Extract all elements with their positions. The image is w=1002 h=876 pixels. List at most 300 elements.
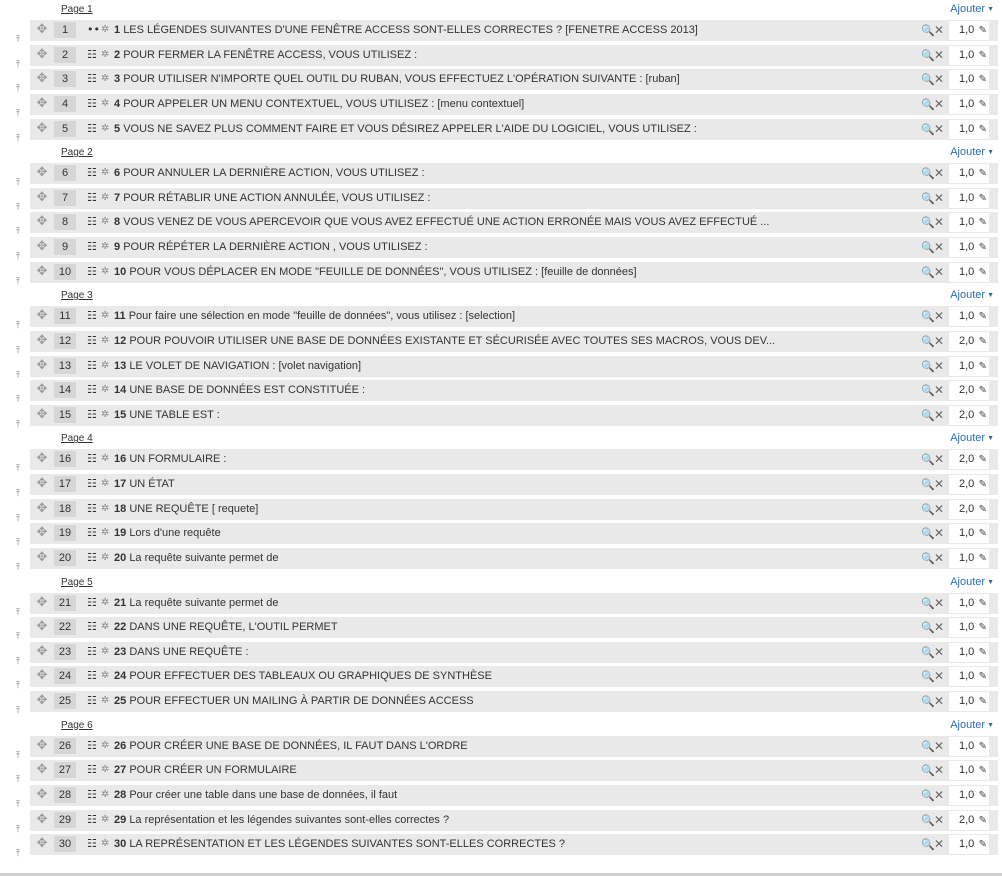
reflow-icon[interactable]: ⤒: [16, 227, 20, 237]
reflow-icon[interactable]: ⤒: [16, 608, 20, 618]
question-text: UNE REQUÊTE: [129, 502, 209, 515]
preview-icon[interactable]: 🔍: [921, 596, 935, 610]
preview-icon[interactable]: 🔍: [921, 122, 935, 136]
max-mark[interactable]: [949, 500, 989, 519]
preview-icon[interactable]: 🔍: [921, 241, 935, 254]
edit-icon[interactable]: ✎: [978, 409, 987, 421]
max-mark[interactable]: [949, 786, 989, 805]
question-name[interactable]: [114, 474, 914, 495]
move-icon[interactable]: ✥: [36, 549, 48, 565]
gear-icon: ✲: [101, 478, 110, 489]
max-mark[interactable]: [949, 549, 989, 568]
question-name[interactable]: [114, 499, 914, 520]
multichoice-icon: ☷: [87, 383, 97, 397]
max-mark[interactable]: [949, 120, 989, 139]
move-icon[interactable]: ✥: [36, 476, 48, 491]
max-mark-value: 1,0: [959, 788, 975, 801]
move-icon[interactable]: ✥: [36, 332, 48, 348]
multichoice-icon: ☷: [87, 763, 97, 777]
edit-icon[interactable]: ✎: [978, 765, 987, 777]
move-icon[interactable]: ✥: [36, 737, 48, 753]
question-row: [30, 331, 998, 352]
preview-icon[interactable]: 🔍: [921, 408, 935, 422]
max-mark-value: 2,0: [959, 813, 975, 826]
max-mark-value: 1,0: [959, 122, 975, 135]
reflow-icon[interactable]: ⤒: [16, 395, 20, 405]
gear-icon: ✲: [101, 48, 110, 60]
move-icon[interactable]: ✥: [36, 406, 48, 422]
question-row: [30, 237, 998, 258]
reflow-icon[interactable]: ⤒: [16, 464, 20, 474]
preview-icon[interactable]: 🔍: [921, 813, 935, 827]
delete-icon[interactable]: ✕: [934, 215, 945, 230]
question-name[interactable]: [114, 523, 914, 544]
preview-icon[interactable]: 🔍: [921, 453, 935, 467]
preview-icon[interactable]: 🔍: [921, 97, 935, 111]
caret-down-icon: ▼: [987, 292, 994, 300]
max-mark[interactable]: [949, 406, 989, 425]
max-mark-value: 1,0: [959, 216, 975, 229]
question-text: POUR VOUS DÉPLACER EN MODE "FEUILLE DE DONNÉES", VOUS UTILISEZ :: [129, 265, 539, 278]
edit-icon[interactable]: ✎: [978, 528, 987, 540]
question-name[interactable]: [114, 356, 914, 377]
question-number: 12: [114, 334, 127, 347]
reflow-icon[interactable]: ⤒: [16, 35, 20, 45]
edit-icon[interactable]: ✎: [978, 98, 987, 110]
preview-icon[interactable]: 🔍: [921, 73, 935, 87]
question-tag: [ruban]: [645, 73, 680, 86]
multichoice-icon: ☷: [87, 694, 97, 707]
max-mark[interactable]: [949, 189, 989, 208]
move-icon[interactable]: ✥: [36, 46, 48, 62]
reflow-icon[interactable]: ⤒: [16, 60, 20, 70]
delete-icon[interactable]: ✕: [934, 669, 945, 684]
slot-number: 23: [54, 644, 76, 660]
delete-icon[interactable]: ✕: [934, 96, 945, 111]
reflow-icon[interactable]: ⤒: [16, 371, 20, 381]
question-name[interactable]: [114, 810, 914, 831]
preview-icon[interactable]: 🔍: [921, 359, 935, 373]
question-name[interactable]: [114, 548, 914, 569]
page-link[interactable]: Page 6: [61, 719, 93, 731]
move-icon[interactable]: ✥: [36, 239, 48, 254]
edit-icon[interactable]: ✎: [978, 74, 987, 86]
max-mark[interactable]: [949, 381, 989, 400]
delete-icon[interactable]: ✕: [934, 264, 945, 279]
max-mark[interactable]: [949, 450, 989, 469]
move-icon[interactable]: ✥: [36, 308, 48, 324]
max-mark[interactable]: [949, 524, 989, 543]
edit-icon[interactable]: ✎: [978, 552, 987, 564]
move-icon[interactable]: ✥: [36, 22, 48, 37]
slot-number: 15: [54, 407, 76, 423]
preview-icon[interactable]: 🔍: [921, 216, 935, 230]
reflow-icon[interactable]: ⤒: [16, 420, 20, 430]
gear-icon: ✲: [101, 359, 110, 371]
delete-icon[interactable]: ✕: [934, 694, 945, 708]
max-mark[interactable]: [949, 618, 989, 637]
question-name[interactable]: [114, 405, 914, 426]
add-menu[interactable]: [950, 146, 994, 158]
question-row: [30, 499, 998, 520]
add-label: Ajouter: [950, 718, 986, 731]
question-number: 10: [114, 265, 127, 278]
question-text: POUR POUVOIR UTILISER UNE BASE DE DONNÉES EXISTANTE ET SÉCURISÉE AVEC TOUTES SES MACROS, VOUS DEV...: [129, 334, 776, 347]
question-name[interactable]: [114, 212, 914, 233]
reflow-icon[interactable]: ⤒: [16, 346, 20, 356]
question-row: [30, 785, 998, 806]
edit-icon[interactable]: ✎: [978, 335, 987, 347]
reflow-icon[interactable]: ⤒: [16, 134, 20, 144]
reflow-icon[interactable]: ⤒: [16, 632, 20, 642]
delete-icon[interactable]: ✕: [934, 72, 945, 87]
question-name[interactable]: [114, 834, 914, 855]
delete-icon[interactable]: ✕: [934, 23, 945, 37]
question-text: LA REPRÉSENTATION ET LES LÉGENDES SUIVANTES SONT-ELLES CORRECTES ?: [129, 838, 565, 851]
max-mark[interactable]: [949, 357, 989, 376]
question-number: 8: [114, 216, 121, 229]
question-name[interactable]: [114, 449, 914, 470]
page-link[interactable]: Page 3: [61, 290, 93, 302]
edit-icon[interactable]: ✎: [978, 25, 987, 36]
question-text: VOUS NE SAVEZ PLUS COMMENT FAIRE ET VOUS DÉSIREZ APPELER L'AIDE DU LOGICIEL, VOUS UTILISEZ :: [123, 122, 697, 135]
move-icon[interactable]: ✥: [36, 693, 48, 708]
edit-icon[interactable]: ✎: [978, 839, 987, 851]
question-row: [30, 405, 998, 426]
caret-down-icon: ▼: [987, 149, 994, 157]
question-text: LE VOLET DE NAVIGATION :: [129, 359, 276, 372]
question-name[interactable]: [114, 306, 914, 327]
reflow-icon[interactable]: ⤒: [16, 800, 20, 810]
max-mark[interactable]: [949, 594, 989, 613]
preview-icon[interactable]: 🔍: [921, 310, 935, 324]
question-text: DANS UNE REQUÊTE, L'OUTIL PERMET: [129, 621, 338, 634]
edit-icon[interactable]: ✎: [978, 217, 987, 229]
edit-icon[interactable]: ✎: [978, 503, 987, 515]
preview-icon[interactable]: 🔍: [921, 24, 935, 37]
question-number: 19: [114, 527, 127, 540]
move-icon[interactable]: ✥: [36, 594, 48, 610]
delete-icon[interactable]: ✕: [934, 407, 945, 422]
max-mark[interactable]: [949, 238, 989, 257]
reflow-icon[interactable]: ⤒: [16, 657, 20, 667]
max-mark[interactable]: [949, 667, 989, 686]
reflow-icon[interactable]: ⤒: [16, 563, 20, 573]
delete-icon[interactable]: ✕: [934, 452, 945, 467]
reflow-icon[interactable]: ⤒: [16, 252, 20, 262]
edit-icon[interactable]: ✎: [978, 814, 987, 826]
preview-icon[interactable]: 🔍: [921, 334, 935, 348]
question-name[interactable]: [114, 593, 914, 614]
question-name[interactable]: [114, 380, 914, 401]
reflow-icon[interactable]: ⤒: [16, 681, 20, 691]
multichoice-icon: ☷: [87, 121, 97, 135]
multichoice-icon: ☷: [87, 96, 97, 110]
move-icon[interactable]: ✥: [36, 500, 48, 516]
edit-icon[interactable]: ✎: [978, 646, 987, 658]
move-icon[interactable]: ✥: [36, 214, 48, 230]
edit-icon[interactable]: ✎: [978, 696, 987, 707]
question-number: 4: [114, 97, 121, 110]
preview-icon[interactable]: 🔍: [921, 645, 935, 659]
question-row: [30, 474, 998, 495]
move-icon[interactable]: ✥: [36, 95, 48, 111]
move-icon[interactable]: ✥: [36, 619, 48, 635]
max-mark-value: 2,0: [959, 334, 975, 347]
preview-icon[interactable]: 🔍: [921, 764, 935, 778]
preview-icon[interactable]: 🔍: [921, 191, 935, 205]
move-icon[interactable]: ✥: [36, 165, 48, 181]
delete-icon[interactable]: ✕: [934, 526, 945, 541]
question-name[interactable]: [114, 666, 914, 687]
edit-icon[interactable]: ✎: [978, 192, 987, 204]
edit-icon[interactable]: ✎: [978, 385, 987, 397]
delete-icon[interactable]: ✕: [934, 121, 945, 136]
delete-icon[interactable]: ✕: [934, 501, 945, 516]
delete-icon[interactable]: ✕: [934, 550, 945, 565]
multichoice-icon: ☷: [87, 190, 97, 204]
gear-icon: ✲: [101, 24, 110, 35]
max-mark-value: 1,0: [959, 764, 975, 777]
move-icon[interactable]: ✥: [36, 189, 48, 205]
delete-icon[interactable]: ✕: [934, 620, 945, 635]
reflow-icon[interactable]: ⤒: [16, 775, 20, 785]
preview-icon[interactable]: 🔍: [921, 670, 935, 684]
move-icon[interactable]: ✥: [36, 643, 48, 659]
reflow-icon[interactable]: ⤒: [16, 538, 20, 548]
move-icon[interactable]: ✥: [36, 836, 48, 852]
max-mark[interactable]: [949, 213, 989, 232]
slot-number: 13: [54, 358, 76, 374]
question-row: [30, 212, 998, 233]
move-icon[interactable]: ✥: [36, 357, 48, 373]
edit-icon[interactable]: ✎: [978, 311, 987, 323]
question-number: 9: [114, 241, 121, 253]
edit-icon[interactable]: ✎: [978, 360, 987, 372]
page-link[interactable]: Page 4: [61, 433, 93, 445]
delete-icon[interactable]: ✕: [934, 812, 945, 827]
gear-icon: ✲: [101, 216, 110, 228]
preview-icon[interactable]: 🔍: [921, 788, 935, 802]
preview-icon[interactable]: 🔍: [921, 478, 935, 491]
edit-icon[interactable]: ✎: [978, 266, 987, 278]
edit-icon[interactable]: ✎: [978, 242, 987, 253]
add-label: Ajouter: [950, 575, 986, 588]
question-text: Lors d'une requête: [129, 527, 221, 540]
reflow-column: [0, 0, 30, 876]
max-mark[interactable]: [949, 95, 989, 114]
max-mark-value: 2,0: [959, 502, 975, 515]
delete-icon[interactable]: ✕: [934, 309, 945, 324]
reflow-icon[interactable]: ⤒: [16, 825, 20, 835]
preview-icon[interactable]: 🔍: [921, 384, 935, 398]
edit-icon[interactable]: ✎: [978, 49, 987, 61]
edit-icon[interactable]: ✎: [978, 789, 987, 801]
max-mark[interactable]: [949, 737, 989, 756]
max-mark[interactable]: [949, 164, 989, 183]
question-tag: [volet navigation]: [278, 359, 362, 372]
reflow-icon[interactable]: ⤒: [16, 84, 20, 94]
max-mark[interactable]: [949, 761, 989, 780]
move-icon[interactable]: ✥: [36, 811, 48, 827]
delete-icon[interactable]: ✕: [934, 595, 945, 610]
question-name[interactable]: [114, 262, 914, 283]
question-name[interactable]: [114, 785, 914, 806]
question-name[interactable]: [114, 45, 914, 66]
delete-icon[interactable]: ✕: [934, 358, 945, 373]
reflow-icon[interactable]: ⤒: [16, 706, 20, 716]
question-name[interactable]: [114, 642, 914, 663]
gear-icon: ✲: [101, 596, 110, 608]
question-row: [30, 45, 998, 66]
question-name[interactable]: [114, 331, 914, 352]
page-link[interactable]: Page 2: [61, 147, 93, 159]
max-mark[interactable]: [949, 263, 989, 282]
max-mark-value: 1,0: [959, 670, 975, 683]
delete-icon[interactable]: ✕: [934, 644, 945, 659]
question-text: POUR EFFECTUER UN MAILING À PARTIR DE DONNÉES ACCESS: [129, 695, 474, 707]
question-name[interactable]: [114, 20, 914, 41]
add-label: Ajouter: [950, 432, 986, 445]
add-menu[interactable]: [950, 432, 994, 444]
preview-icon[interactable]: 🔍: [921, 551, 935, 565]
question-number: 1: [114, 24, 121, 36]
max-mark[interactable]: [949, 70, 989, 89]
max-mark[interactable]: [949, 332, 989, 351]
question-row: [30, 523, 998, 544]
preview-icon[interactable]: 🔍: [921, 621, 935, 635]
reflow-icon[interactable]: ⤒: [16, 849, 20, 859]
page-header: [30, 0, 998, 20]
delete-icon[interactable]: ✕: [934, 190, 945, 205]
slot-number: 18: [54, 501, 76, 517]
preview-icon[interactable]: 🔍: [921, 838, 935, 852]
multichoice-icon: ☷: [87, 47, 97, 61]
delete-icon[interactable]: ✕: [934, 166, 945, 181]
slot-number: 21: [54, 595, 76, 611]
edit-icon[interactable]: ✎: [978, 671, 987, 683]
edit-icon[interactable]: ✎: [978, 622, 987, 634]
max-mark[interactable]: [949, 692, 989, 711]
preview-icon[interactable]: 🔍: [921, 695, 935, 708]
question-name[interactable]: [114, 188, 914, 209]
delete-icon[interactable]: ✕: [934, 763, 945, 778]
max-mark[interactable]: [949, 643, 989, 662]
multichoice-icon: ☷: [87, 812, 97, 826]
preview-icon[interactable]: 🔍: [921, 167, 935, 181]
edit-icon[interactable]: ✎: [978, 168, 987, 180]
move-icon[interactable]: ✥: [36, 263, 48, 279]
max-mark[interactable]: [949, 21, 989, 40]
move-icon[interactable]: ✥: [36, 71, 48, 87]
question-name[interactable]: [114, 163, 914, 184]
question-number: 26: [114, 739, 127, 752]
move-icon[interactable]: ✥: [36, 762, 48, 778]
add-menu[interactable]: [950, 3, 994, 15]
preview-icon[interactable]: 🔍: [921, 265, 935, 279]
reflow-icon[interactable]: ⤒: [16, 514, 20, 524]
preview-icon[interactable]: 🔍: [921, 48, 935, 62]
max-mark[interactable]: [949, 475, 989, 494]
edit-icon[interactable]: ✎: [978, 740, 987, 752]
slot-number: 8: [54, 214, 76, 230]
question-name[interactable]: [114, 119, 914, 140]
slot-number: 5: [54, 121, 76, 137]
delete-icon[interactable]: ✕: [934, 738, 945, 753]
reflow-icon[interactable]: ⤒: [16, 109, 20, 119]
add-menu[interactable]: [950, 576, 994, 588]
reflow-icon[interactable]: ⤒: [16, 203, 20, 213]
question-name[interactable]: [114, 736, 914, 757]
slot-number: 12: [54, 333, 76, 349]
multichoice-icon: ☷: [87, 240, 97, 253]
question-name[interactable]: [114, 69, 914, 90]
question-name[interactable]: [114, 760, 914, 781]
move-icon[interactable]: ✥: [36, 786, 48, 802]
delete-icon[interactable]: ✕: [934, 333, 945, 348]
question-number: 5: [114, 122, 121, 135]
max-mark[interactable]: [949, 46, 989, 65]
add-menu[interactable]: [950, 289, 994, 301]
question-row: [30, 617, 998, 638]
max-mark[interactable]: [949, 811, 989, 830]
truefalse-icon: ••: [87, 23, 100, 36]
question-name[interactable]: [114, 237, 914, 258]
page-link[interactable]: Page 5: [61, 576, 93, 588]
edit-icon[interactable]: ✎: [978, 479, 987, 490]
delete-icon[interactable]: ✕: [934, 477, 945, 491]
move-icon[interactable]: ✥: [36, 668, 48, 684]
reflow-icon[interactable]: ⤒: [16, 321, 20, 331]
reflow-icon[interactable]: ⤒: [16, 178, 20, 188]
question-tag: [ requete]: [211, 502, 259, 515]
preview-icon[interactable]: 🔍: [921, 739, 935, 753]
page-link[interactable]: Page 1: [61, 4, 93, 15]
question-name[interactable]: [114, 94, 914, 115]
delete-icon[interactable]: ✕: [934, 383, 945, 398]
question-name[interactable]: [114, 617, 914, 638]
add-menu[interactable]: [950, 719, 994, 731]
delete-icon[interactable]: ✕: [934, 240, 945, 254]
edit-icon[interactable]: ✎: [978, 597, 987, 609]
question-name[interactable]: [114, 691, 914, 712]
edit-icon[interactable]: ✎: [978, 123, 987, 135]
preview-icon[interactable]: 🔍: [921, 502, 935, 516]
preview-icon[interactable]: 🔍: [921, 527, 935, 541]
question-row: [30, 188, 998, 209]
question-row: [30, 642, 998, 663]
reflow-icon[interactable]: ⤒: [16, 489, 20, 499]
reflow-icon[interactable]: ⤒: [16, 277, 20, 287]
caret-down-icon: ▼: [987, 578, 994, 586]
slot-number: 22: [54, 619, 76, 635]
question-row: [30, 736, 998, 757]
delete-icon[interactable]: ✕: [934, 47, 945, 62]
max-mark[interactable]: [949, 307, 989, 326]
move-icon[interactable]: ✥: [36, 120, 48, 136]
move-icon[interactable]: ✥: [36, 451, 48, 467]
reflow-icon[interactable]: ⤒: [16, 751, 20, 761]
question-number: 11: [114, 310, 126, 323]
edit-icon[interactable]: ✎: [978, 454, 987, 466]
max-mark[interactable]: [949, 835, 989, 854]
delete-icon[interactable]: ✕: [934, 837, 945, 852]
move-icon[interactable]: ✥: [36, 382, 48, 398]
delete-icon[interactable]: ✕: [934, 787, 945, 802]
page-header: [30, 286, 998, 306]
move-icon[interactable]: ✥: [36, 525, 48, 541]
question-row: [30, 691, 998, 712]
